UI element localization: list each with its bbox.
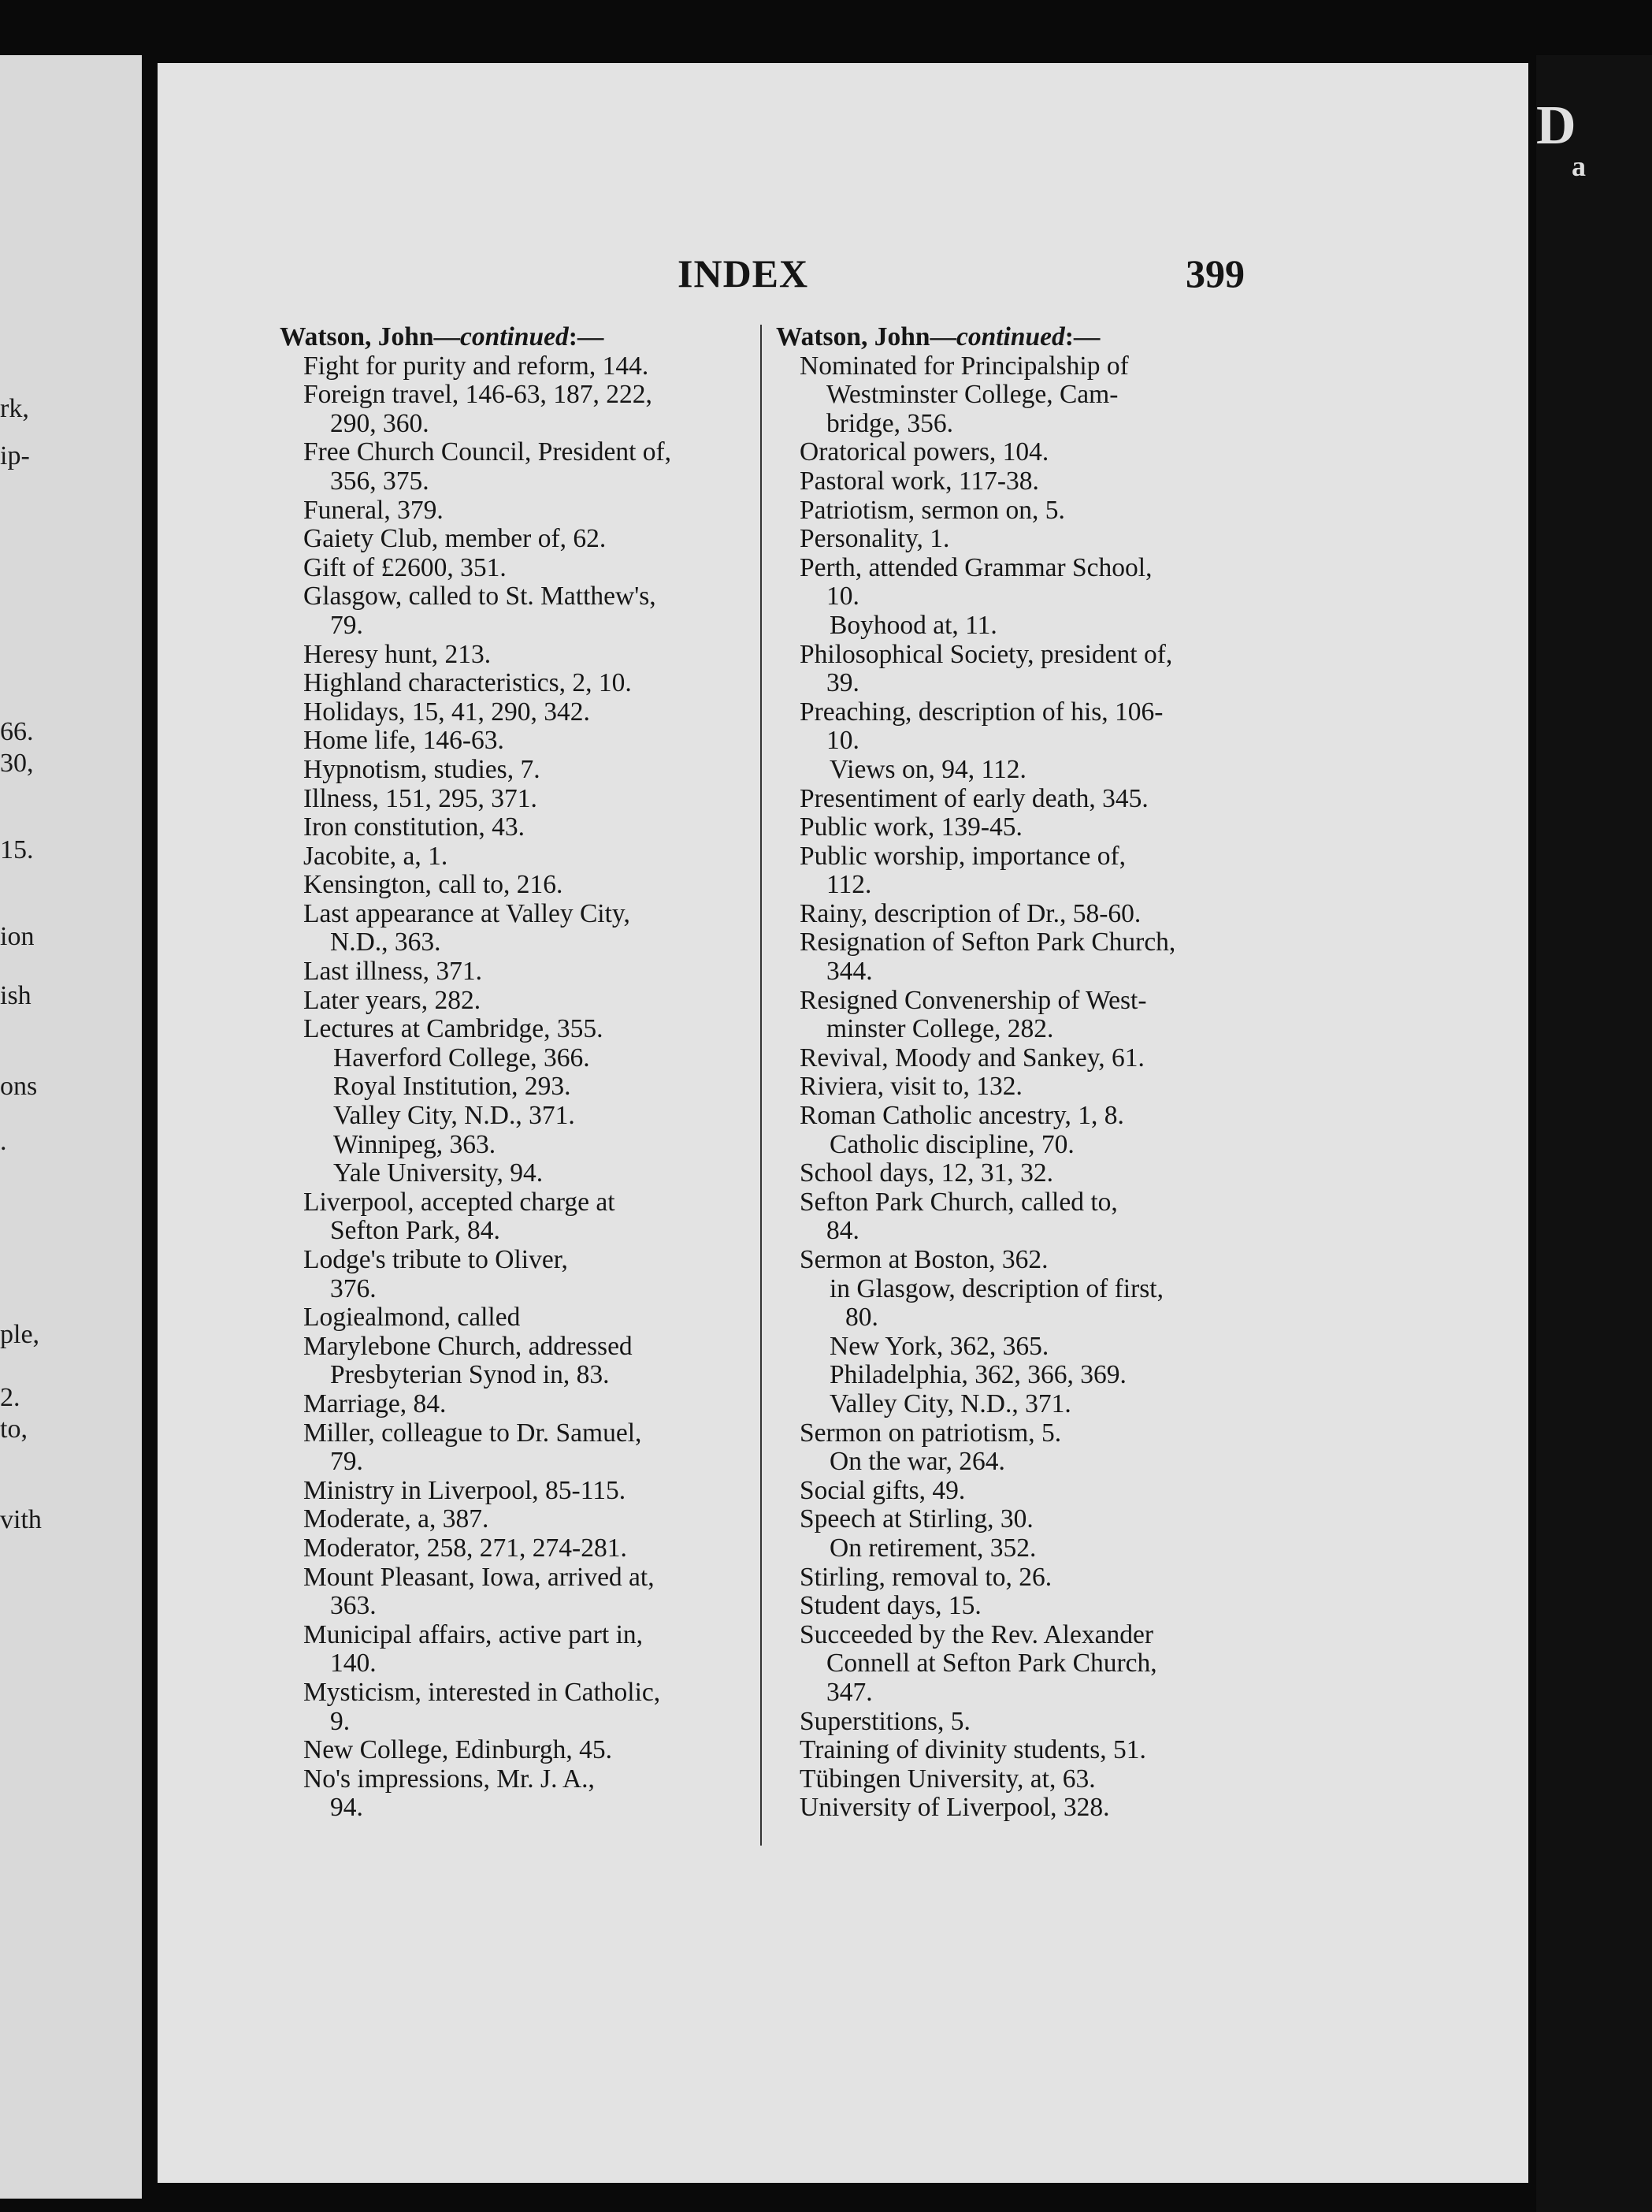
index-entry [776,756,1249,785]
index-entry-line: Valley City, N.D., 371. [830,1389,1071,1418]
index-entry-line: Funeral, 379. [303,495,444,525]
index-entry [776,785,1249,814]
index-entry [776,525,1249,554]
index-entry-line: Foreign travel, 146-63, 187, 222, [303,380,652,410]
index-entry [280,842,752,872]
index-entry [280,1131,752,1160]
margin-fragment: ons [0,1072,38,1101]
index-entry-line: 290, 360. [330,408,429,438]
index-entry [280,813,752,842]
index-entry-line: 356, 375. [330,466,429,496]
index-entry-line: Roman Catholic ancestry, 1, 8. [800,1101,1124,1131]
index-entry-line: Marylebone Church, addressed [303,1331,633,1361]
index-entry [776,842,1249,900]
index-entry [280,554,752,583]
margin-fragment: 66. [0,717,34,746]
index-entry [280,987,752,1016]
index-entry [280,1102,752,1131]
page-header [678,251,1245,306]
index-entry-line: 376. [330,1273,377,1303]
index-entry-line: On the war, 264. [830,1447,1005,1477]
index-entry-line: Lectures at Cambridge, 355. [303,1014,603,1044]
index-entry-line: Home life, 146-63. [303,726,504,756]
index-entry-line: Personality, 1. [800,524,950,554]
index-entry-line: Sefton Park Church, called to, [800,1187,1118,1217]
margin-fragment: 2. [0,1383,20,1412]
index-entry-line: Succeeded by the Rev. Alexander [800,1619,1153,1649]
index-entry-line: Social gifts, 49. [800,1475,966,1505]
margin-fragment: ip- [0,441,30,470]
index-entry [280,1073,752,1102]
index-entry [776,438,1249,467]
index-entry-line: Tübingen University, at, 63. [800,1764,1096,1794]
index-entry [280,957,752,987]
index-entry-line: Public worship, importance of, [800,841,1127,871]
index-entry-line: Jacobite, a, 1. [303,841,448,871]
index-entry-line: Later years, 282. [303,985,481,1015]
index-entry-line: Sermon on patriotism, 5. [800,1418,1062,1448]
index-entry [776,1708,1249,1737]
index-entry-line: University of Liverpool, 328. [800,1793,1110,1823]
index-entry [776,1188,1249,1246]
index-entry-line: Last illness, 371. [303,957,483,987]
index-entry [280,1303,752,1333]
margin-fragment: ion [0,922,35,951]
index-entry [776,1505,1249,1534]
index-entry [280,1333,752,1390]
index-entry-line: Illness, 151, 295, 371. [303,783,537,813]
index-entry [280,900,752,957]
index-entry [280,1534,752,1563]
index-entry-line: minster College, 282. [826,1014,1054,1044]
index-entry-line: Gaiety Club, member of, 62. [303,524,607,554]
margin-fragment: rk, [0,394,29,423]
index-entry-line: Preaching, description of his, 106- [800,697,1164,727]
index-entry [280,1736,752,1765]
index-entry [776,1131,1249,1160]
index-entry [280,871,752,900]
index-entry [280,1505,752,1534]
index-entry-line: Fight for purity and reform, 144. [303,351,649,381]
margin-fragment: vith [0,1505,42,1534]
index-entry-line: Views on, 94, 112. [830,754,1026,784]
margin-fragment: ish [0,981,32,1010]
index-entry-line: Philadelphia, 362, 366, 369. [830,1360,1127,1390]
index-entry [776,1419,1249,1448]
index-entry-line: Mount Pleasant, Iowa, arrived at, [303,1562,655,1592]
index-entry [776,1073,1249,1102]
index-entry [776,1361,1249,1390]
index-entry-line: Pastoral work, 117-38. [800,466,1039,496]
index-entry [776,352,1249,439]
index-entry [280,1477,752,1506]
adjacent-page-fragment [0,55,142,2199]
index-entry-line: Public work, 139-45. [800,812,1023,842]
index-entry-line: Glasgow, called to St. Matthew's, [303,582,656,612]
index-entry-line: in Glasgow, description of first, [830,1273,1164,1303]
index-entry-line: Sefton Park, 84. [330,1216,500,1246]
index-entry-line: 10. [826,582,859,612]
index-entry [280,1246,752,1303]
index-entry-line: 140. [330,1649,377,1679]
index-entry [776,698,1249,756]
index-entry-line: Patriotism, sermon on, 5. [800,495,1065,525]
index-entry-line: Presbyterian Synod in, 83. [330,1360,610,1390]
index-entry-line: New York, 362, 365. [830,1331,1049,1361]
index-entry-line: Westminster College, Cam- [826,380,1119,410]
index-entry [280,698,752,727]
index-entry [776,1794,1249,1823]
index-entry-line: Free Church Council, President of, [303,437,672,467]
index-column-right [776,323,1249,1823]
index-entry [280,641,752,670]
index-entry-line: Winnipeg, 363. [333,1129,496,1159]
index-entry-line: Liverpool, accepted charge at [303,1187,615,1217]
index-entry-line: Connell at Sefton Park Church, [826,1649,1157,1679]
column-heading: Watson, John—continued:— [280,322,604,351]
index-entry [776,612,1249,641]
index-entry-line: Kensington, call to, 216. [303,870,563,900]
index-entry-line: Student days, 15. [800,1591,982,1621]
book-edge [1536,55,1652,2212]
index-entry-line: Resigned Convenership of West- [800,985,1147,1015]
index-entry-line: Speech at Stirling, 30. [800,1504,1034,1534]
index-entry [280,1015,752,1044]
index-entry [776,1333,1249,1362]
index-entry [776,1736,1249,1765]
edge-mark: D [1536,95,1576,156]
index-entry-line: Gift of £2600, 351. [303,552,507,582]
index-entry [280,1159,752,1188]
index-entry [776,813,1249,842]
index-entry [776,1275,1249,1333]
index-entry [776,1246,1249,1275]
index-entry-line: 80. [845,1303,878,1333]
index-entry [280,1419,752,1477]
index-entry-line: Haverford College, 366. [333,1043,590,1073]
index-entry-line: Training of divinity students, 51. [800,1735,1146,1765]
index-entry-line: 344. [826,957,873,987]
index-entry [280,756,752,785]
index-entry-line: N.D., 363. [330,928,441,957]
index-entry-line: 363. [330,1591,377,1621]
index-entry-line: Mysticism, interested in Catholic, [303,1677,661,1707]
margin-fragment: ple, [0,1320,40,1349]
index-entry-line: 79. [330,610,363,640]
index-entry-line: Last appearance at Valley City, [303,898,630,928]
index-entry-line: 84. [826,1216,859,1246]
index-entry [280,727,752,756]
index-entry [776,1592,1249,1621]
index-entry [280,1563,752,1621]
index-entry [776,987,1249,1044]
index-entry [776,1534,1249,1563]
index-entry-line: Presentiment of early death, 345. [800,783,1149,813]
margin-fragment: 15. [0,835,34,864]
index-entry-line: Philosophical Society, president of, [800,639,1173,669]
index-entry [280,785,752,814]
index-entry [776,1159,1249,1188]
index-entry-line: Ministry in Liverpool, 85-115. [303,1475,626,1505]
index-entry [280,1044,752,1073]
index-entry [776,1621,1249,1708]
index-entry-line: Yale University, 94. [333,1158,544,1188]
edge-mark: a [1572,151,1586,182]
index-entry-line: School days, 12, 31, 32. [800,1158,1053,1188]
index-entry-line: Marriage, 84. [303,1389,447,1418]
index-entry-line: Valley City, N.D., 371. [333,1101,575,1131]
index-entry-line: Municipal affairs, active part in, [303,1619,644,1649]
index-entry [776,554,1249,612]
index-entry-line: Moderate, a, 387. [303,1504,489,1534]
index-entry [280,1188,752,1246]
index-entry [776,1563,1249,1593]
index-entry-line: Royal Institution, 293. [333,1072,571,1102]
index-entry [776,1044,1249,1073]
index-entry [280,438,752,496]
index-entry-line: Miller, colleague to Dr. Samuel, [303,1418,642,1448]
index-entry-line: 79. [330,1447,363,1477]
margin-fragment: to, [0,1415,28,1444]
index-entry [280,1390,752,1419]
index-entry-line: 9. [330,1706,351,1736]
page-number: 399 [1186,251,1245,296]
index-entry [280,1679,752,1736]
index-entry [776,1477,1249,1506]
index-entry-line: Logiealmond, called [303,1303,521,1333]
column-divider [760,325,762,1846]
index-entry-line: Boyhood at, 11. [830,610,997,640]
index-entry [776,900,1249,929]
margin-fragment: . [0,1127,7,1156]
index-entry-line: New College, Edinburgh, 45. [303,1735,613,1765]
index-entry [776,467,1249,496]
index-entry-line: Rainy, description of Dr., 58-60. [800,898,1142,928]
index-entry-line: Superstitions, 5. [800,1706,971,1736]
index-entry [776,1765,1249,1794]
index-entry-line: 94. [330,1793,363,1823]
index-entry-line: Stirling, removal to, 26. [800,1562,1052,1592]
index-entry [776,1390,1249,1419]
index-entry-line: bridge, 356. [826,408,953,438]
index-entry-line: Holidays, 15, 41, 290, 342. [303,697,590,727]
index-entry-line: 39. [826,668,859,698]
column-heading: Watson, John—continued:— [776,322,1101,351]
index-entry-line: Perth, attended Grammar School, [800,552,1153,582]
index-entry-line: On retirement, 352. [830,1533,1037,1563]
index-entry-line: Riviera, visit to, 132. [800,1072,1023,1102]
index-entry [280,381,752,438]
index-entry-line: Nominated for Principalship of [800,351,1129,381]
index-entry [280,496,752,526]
index-entry [776,496,1249,526]
index-entry [280,582,752,640]
index-entry-line: Sermon at Boston, 362. [800,1245,1049,1274]
index-entry [776,928,1249,986]
index-entry-line: Oratorical powers, 104. [800,437,1049,467]
index-entry-line: Highland characteristics, 2, 10. [303,668,632,698]
index-entry [280,525,752,554]
index-entry-line: Moderator, 258, 271, 274-281. [303,1533,627,1563]
index-entry-line: 10. [826,726,859,756]
index-entry-line: Catholic discipline, 70. [830,1129,1075,1159]
index-column-left [280,323,752,1823]
index-entry-line: Heresy hunt, 213. [303,639,492,669]
index-entry-line: No's impressions, Mr. J. A., [303,1764,595,1794]
index-entry [776,1448,1249,1477]
index-entry-line: 347. [826,1677,873,1707]
index-entry-line: Revival, Moody and Sankey, 61. [800,1043,1145,1073]
margin-fragment: 30, [0,749,34,778]
index-entry [776,1102,1249,1131]
index-entry [776,641,1249,698]
index-entry [280,1765,752,1823]
page-title: INDEX [678,251,809,296]
index-entry-line: Resignation of Sefton Park Church, [800,928,1176,957]
index-entry [280,669,752,698]
index-entry-line: Hypnotism, studies, 7. [303,754,540,784]
index-entry-line: Lodge's tribute to Oliver, [303,1245,568,1274]
index-entry-line: 112. [826,870,872,900]
index-entry-line: Iron constitution, 43. [303,812,525,842]
index-entry [280,1621,752,1679]
index-entry [280,352,752,381]
